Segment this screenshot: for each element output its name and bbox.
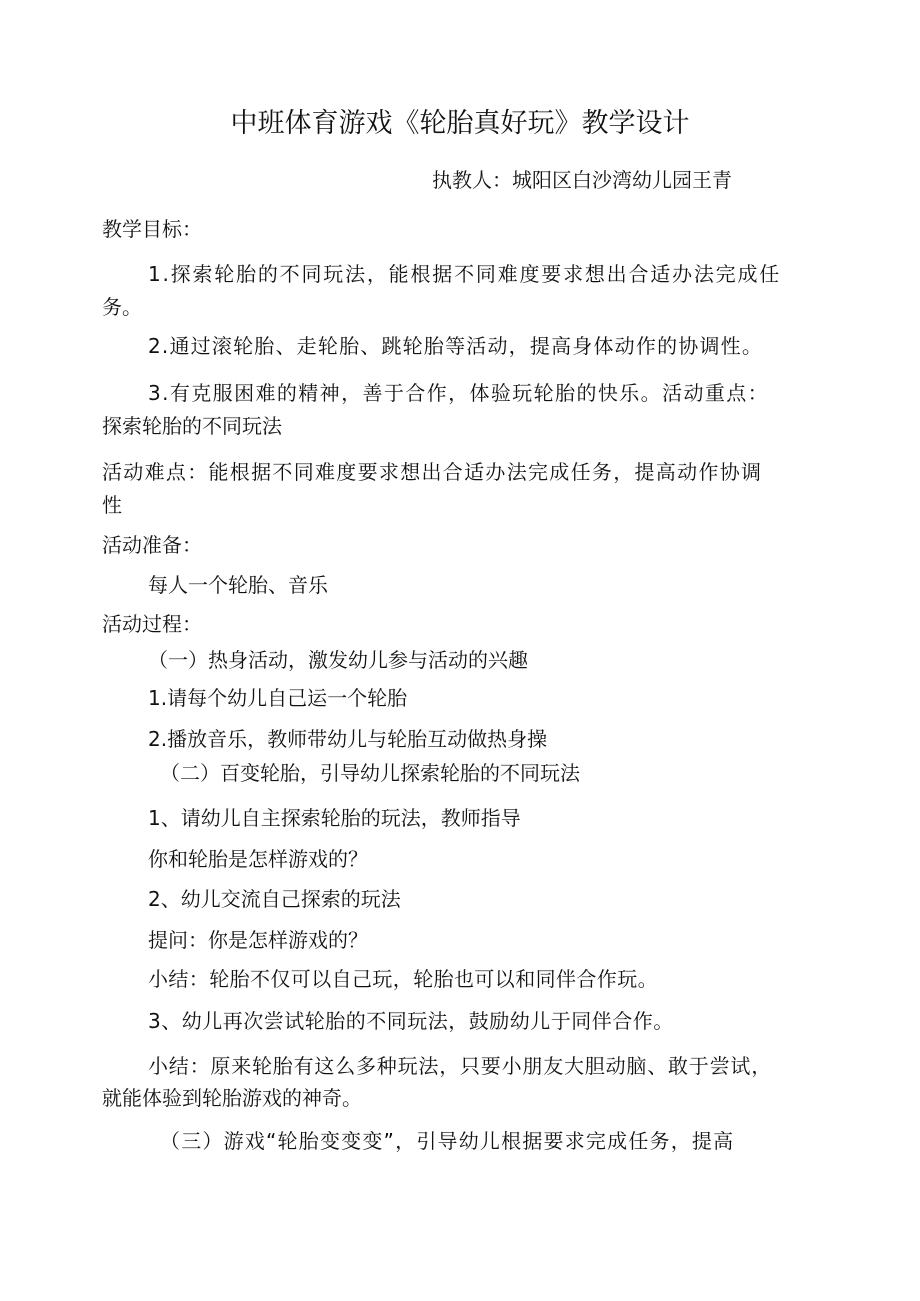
- text-line: （二）百变轮胎，引导幼儿探索轮胎的不同玩法: [160, 761, 580, 785]
- text-line: 3、幼儿再次尝试轮胎的不同玩法，鼓励幼儿于同伴合作。: [148, 1009, 674, 1033]
- text-line: 小结：原来轮胎有这么多种玩法，只要小朋友大胆动脑、敢于尝试，: [148, 1054, 772, 1078]
- text-line: 务。: [102, 295, 142, 319]
- text-line: 教学目标：: [102, 217, 202, 241]
- text-line: 性: [102, 493, 122, 517]
- text-line: 1.请每个幼儿自己运一个轮胎: [148, 686, 408, 710]
- text-line: 你和轮胎是怎样游戏的？: [148, 847, 368, 871]
- text-line: 1、请幼儿自主探索轮胎的玩法，教师指导: [148, 806, 521, 830]
- text-line: 活动过程：: [102, 612, 202, 636]
- text-line: （三）游戏“轮胎变变变”，引导幼儿根据要求完成任务，提高: [160, 1129, 735, 1153]
- text-line: 1.探索轮胎的不同玩法，能根据不同难度要求想出合适办法完成任: [148, 262, 782, 286]
- text-line: 小结：轮胎不仅可以自己玩，轮胎也可以和同伴合作玩。: [148, 967, 658, 991]
- text-line: 活动准备：: [102, 533, 202, 557]
- text-line: 活动难点：能根据不同难度要求想出合适办法完成任务，提高动作协调: [102, 460, 763, 484]
- text-line: 3.有克服困难的精神，善于合作，体验玩轮胎的快乐。活动重点：: [148, 381, 770, 405]
- text-line: 提问：你是怎样游戏的？: [148, 928, 368, 952]
- text-line: 每人一个轮胎、音乐: [148, 573, 328, 597]
- text-line: 2.通过滚轮胎、走轮胎、跳轮胎等活动，提高身体动作的协调性。: [148, 334, 764, 358]
- text-line: 探索轮胎的不同玩法: [102, 414, 282, 438]
- text-line: 2.播放音乐，教师带幼儿与轮胎互动做热身操: [148, 727, 548, 751]
- text-line: 就能体验到轮胎游戏的神奇。: [102, 1086, 362, 1110]
- text-line: 2、幼儿交流自己探索的玩法: [148, 887, 401, 911]
- text-line: （一）热身活动，激发幼儿参与活动的兴趣: [148, 648, 528, 672]
- author-line: 执教人：城阳区白沙湾幼儿园王青: [432, 168, 732, 192]
- document-title: 中班体育游戏《轮胎真好玩》教学设计: [230, 108, 690, 139]
